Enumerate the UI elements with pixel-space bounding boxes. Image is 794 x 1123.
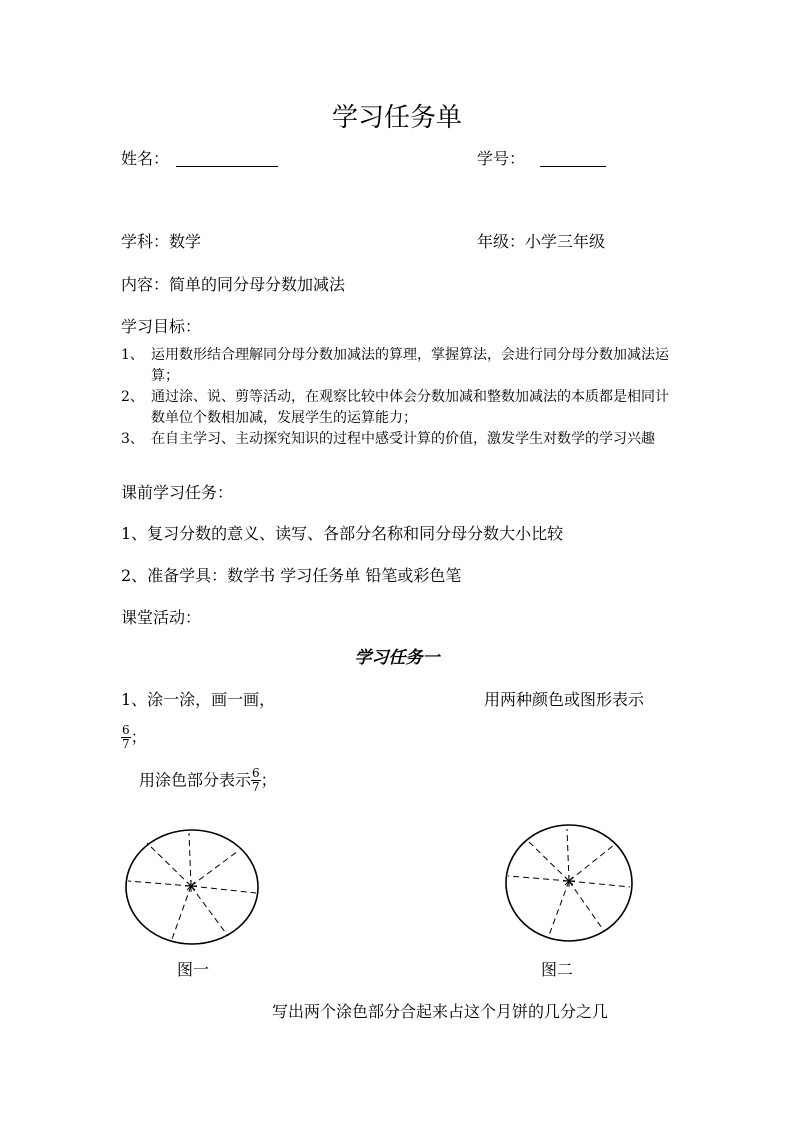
shade-instruction-text: 用涂色部分表示 <box>139 770 252 790</box>
student-id-blank-line[interactable] <box>540 166 606 167</box>
question-one-left: 1、涂一涂，画一画， <box>121 690 276 709</box>
bottom-question-text: 写出两个涂色部分合起来占这个月饼的几分之几 <box>272 1002 609 1021</box>
goal-text: 运用数形结合理解同分母分数加减法的算理，掌握算法，会进行同分母分数加减法运算； <box>151 347 669 384</box>
mooncake-figure-one[interactable] <box>122 823 264 951</box>
pre-task-item-2: 2、准备学具：数学书 学习任务单 铅笔或彩色笔 <box>121 566 462 585</box>
figure-two-label: 图二 <box>541 960 574 979</box>
goal-text: 在自主学习、主动探究知识的过程中感受计算的价值，激发学生对数学的学习兴趣 <box>151 431 655 447</box>
fraction-six-sevenths <box>251 767 261 794</box>
student-id-label: 学号： <box>477 149 526 168</box>
fraction-line <box>121 724 147 751</box>
name-label: 姓名： <box>121 149 170 168</box>
fraction-denominator: 7 <box>252 780 260 794</box>
figure-one-label: 图一 <box>177 960 210 979</box>
name-blank-line[interactable] <box>176 166 278 167</box>
goals-heading: 学习目标： <box>121 317 202 336</box>
semicolon-text: ； <box>260 770 277 790</box>
page-title: 学习任务单 <box>331 103 462 133</box>
pre-task-item-1: 1、复习分数的意义、读写、各部分名称和同分母分数大小比较 <box>121 524 564 543</box>
grade-text: 年级：小学三年级 <box>477 232 606 251</box>
goal-number: 3、 <box>121 431 144 447</box>
fraction-denominator: 7 <box>122 737 130 751</box>
shade-instruction-line <box>139 767 277 794</box>
content-text: 内容：简单的同分母分数加减法 <box>121 275 346 294</box>
fraction-numerator: 6 <box>252 766 260 780</box>
goal-number: 2、 <box>121 389 144 405</box>
mooncake-figure-two[interactable] <box>502 821 638 947</box>
class-activity-heading: 课堂活动： <box>121 608 202 627</box>
subject-text: 学科：数学 <box>121 232 202 251</box>
pre-tasks-heading: 课前学习任务： <box>121 483 234 502</box>
goal-item-2 <box>121 387 677 429</box>
goal-item-1 <box>121 345 677 387</box>
goal-text: 通过涂、说、剪等活动，在观察比较中体会分数加减和整数加减法的本质都是相同计数单位个数相加减，发展学生的运算能力； <box>151 389 669 426</box>
fraction-numerator: 6 <box>122 723 130 737</box>
semicolon-text: ； <box>130 727 147 747</box>
goal-item-3 <box>121 429 677 450</box>
fraction-six-sevenths <box>121 724 131 751</box>
goal-number: 1、 <box>121 347 144 363</box>
task-one-heading: 学习任务一 <box>354 648 440 668</box>
question-one-right: 用两种颜色或图形表示 <box>484 690 645 709</box>
